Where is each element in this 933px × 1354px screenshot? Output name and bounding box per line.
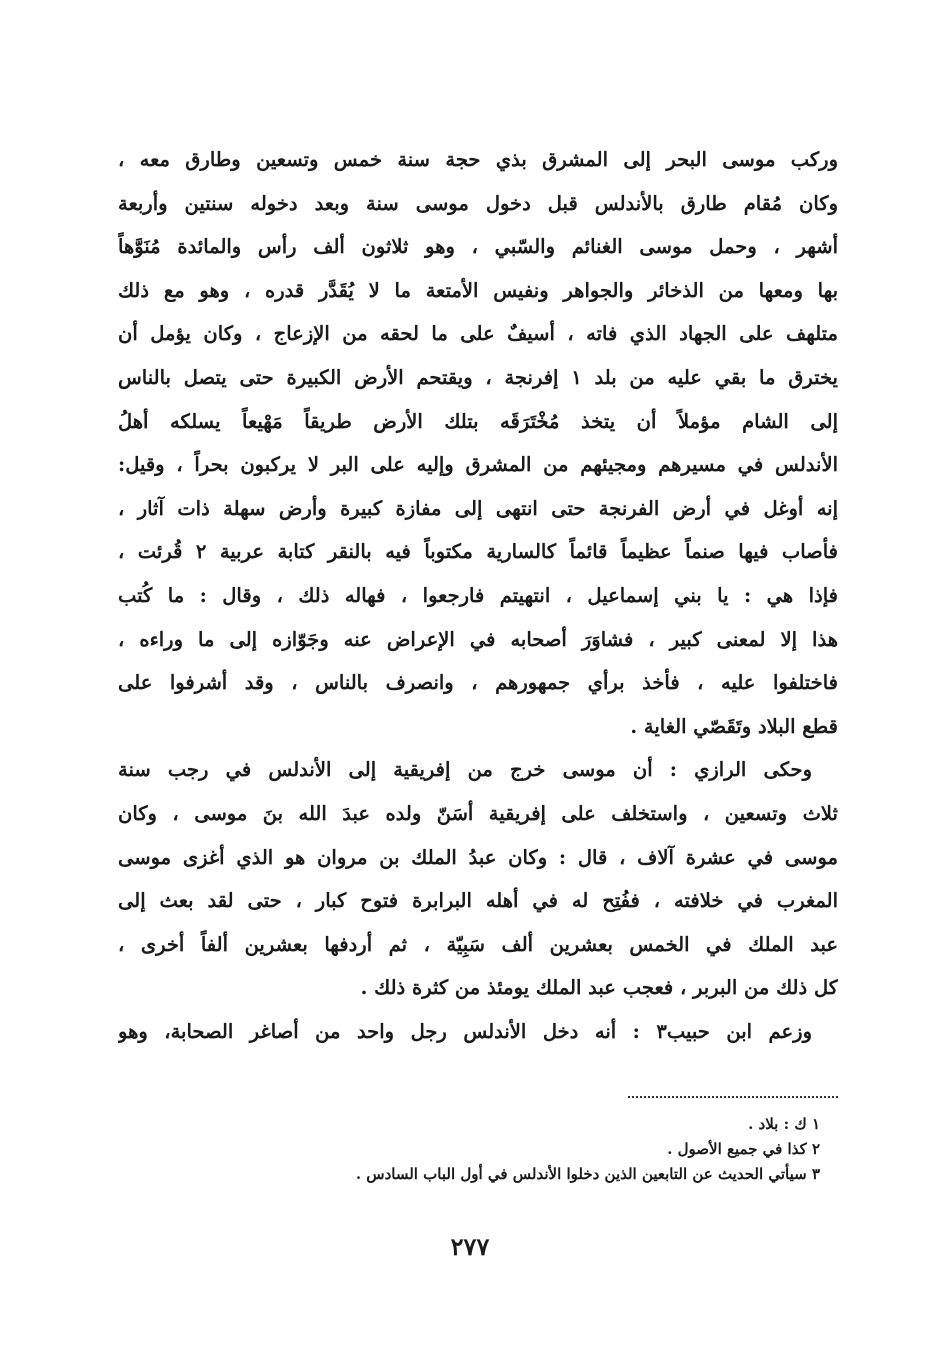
body-line: المغرب في خلافته ، ففُتِح له في أهله البرابرة فتوح كبار ، حتى لقد بعث إلى: [118, 889, 838, 913]
footnote-item: ٢ كذا في جميع الأصول .: [667, 1140, 820, 1158]
body-line: ثلاث وتسعين ، واستخلف على إفريقية أسَنّ ولده عبدَ الله بنَ موسى ، وكان: [118, 801, 838, 825]
body-line: يخترق ما بقي عليه من بلد ١ إفرنجة ، ويقتحم الأرض الكبيرة حتى يتصل بالناس: [118, 365, 838, 389]
body-line: وركب موسى البحر إلى المشرق بذي حجة سنة خمس وتسعين وطارق معه ،: [118, 148, 838, 171]
body-line: فاختلفوا عليه ، فأخذ برأي جمهورهم ، وانصرف بالناس ، وقد أشرفوا على: [118, 671, 838, 695]
footnote-item: ٣ سيأتي الحديث عن التابعين الذين دخلوا الأندلس في أول الباب السادس .: [355, 1165, 820, 1183]
body-line: موسى في عشرة آلاف ، قال : وكان عبدُ الملك بن مروان هو الذي أغزى موسى: [118, 845, 838, 869]
body-line: كل ذلك من البربر ، فعجب عبد الملك يومئذ من كثرة ذلك .: [360, 976, 838, 1000]
body-line: إنه أوغل في أرض الفرنجة حتى انتهى إلى مفازة كبيرة وأرض سهلة ذات آثار ،: [118, 496, 838, 520]
footnotes: [200, 1112, 820, 1187]
body-text: [118, 138, 838, 1053]
body-line: فإذا هي : يا بني إسماعيل ، انتهيتم فارجعوا ، فهاله ذلك ، وقال : ما كُتب: [118, 583, 838, 607]
body-line: الأندلس في مسيرهم ومجيئهم من المشرق وإليه على البر لا يركبون بحراً ، وقيل:: [118, 453, 838, 477]
body-line: وزعم ابن حبيب٣ : أنه دخل الأندلس رجل واحد من أصاغر الصحابة، وهو: [118, 1019, 813, 1043]
footnote-item: ١ ك : بلاد .: [748, 1115, 820, 1133]
body-line: إلى الشام مؤملاً أن يتخذ مُخْتَرَقَه بتلك الأرض طريقاً مَهْيعاً يسلكه أهلُ: [118, 409, 838, 433]
body-line: هذا إلا لمعنى كبير ، فشاوَرَ أصحابه في الإعراض عنه وجَوّازه إلى ما وراءه ،: [118, 627, 838, 651]
page-number: ٢٧٧: [450, 1232, 490, 1261]
body-line: قطع البلاد وتَقَصّي الغاية .: [630, 714, 838, 738]
footnote-divider: [628, 1096, 838, 1098]
body-line: أشهر ، وحمل موسى الغنائم والسّبي ، وهو ثلاثون ألف رأس والمائدة مُنَوَّهاً: [118, 235, 838, 259]
body-line: وحكى الرازي : أن موسى خرج من إفريقية إلى الأندلس في رجب سنة: [118, 758, 812, 782]
body-line: عبد الملك في الخمس بعشرين ألف سَبِيّة ، ثم أردفها بعشرين ألفاً أخرى ،: [118, 932, 838, 956]
body-line: متلهف على الجهاد الذي فاته ، أسيفٌ على ما لحقه من الإزعاج ، وكان يؤمل أن: [118, 322, 838, 346]
body-line: وكان مُقام طارق بالأندلس قبل دخول موسى سنة وبعد دخوله سنتين وأربعة: [118, 191, 838, 215]
body-line: بها ومعها من الذخائر والجواهر ونفيس الأمتعة ما لا يُقَدَّر قدره ، وهو مع ذلك: [118, 278, 838, 302]
body-line: فأصاب فيها صنماً عظيماً قائماً كالسارية مكتوباً فيه بالنقر كتابة عربية ٢ قُرئت ،: [118, 540, 838, 564]
